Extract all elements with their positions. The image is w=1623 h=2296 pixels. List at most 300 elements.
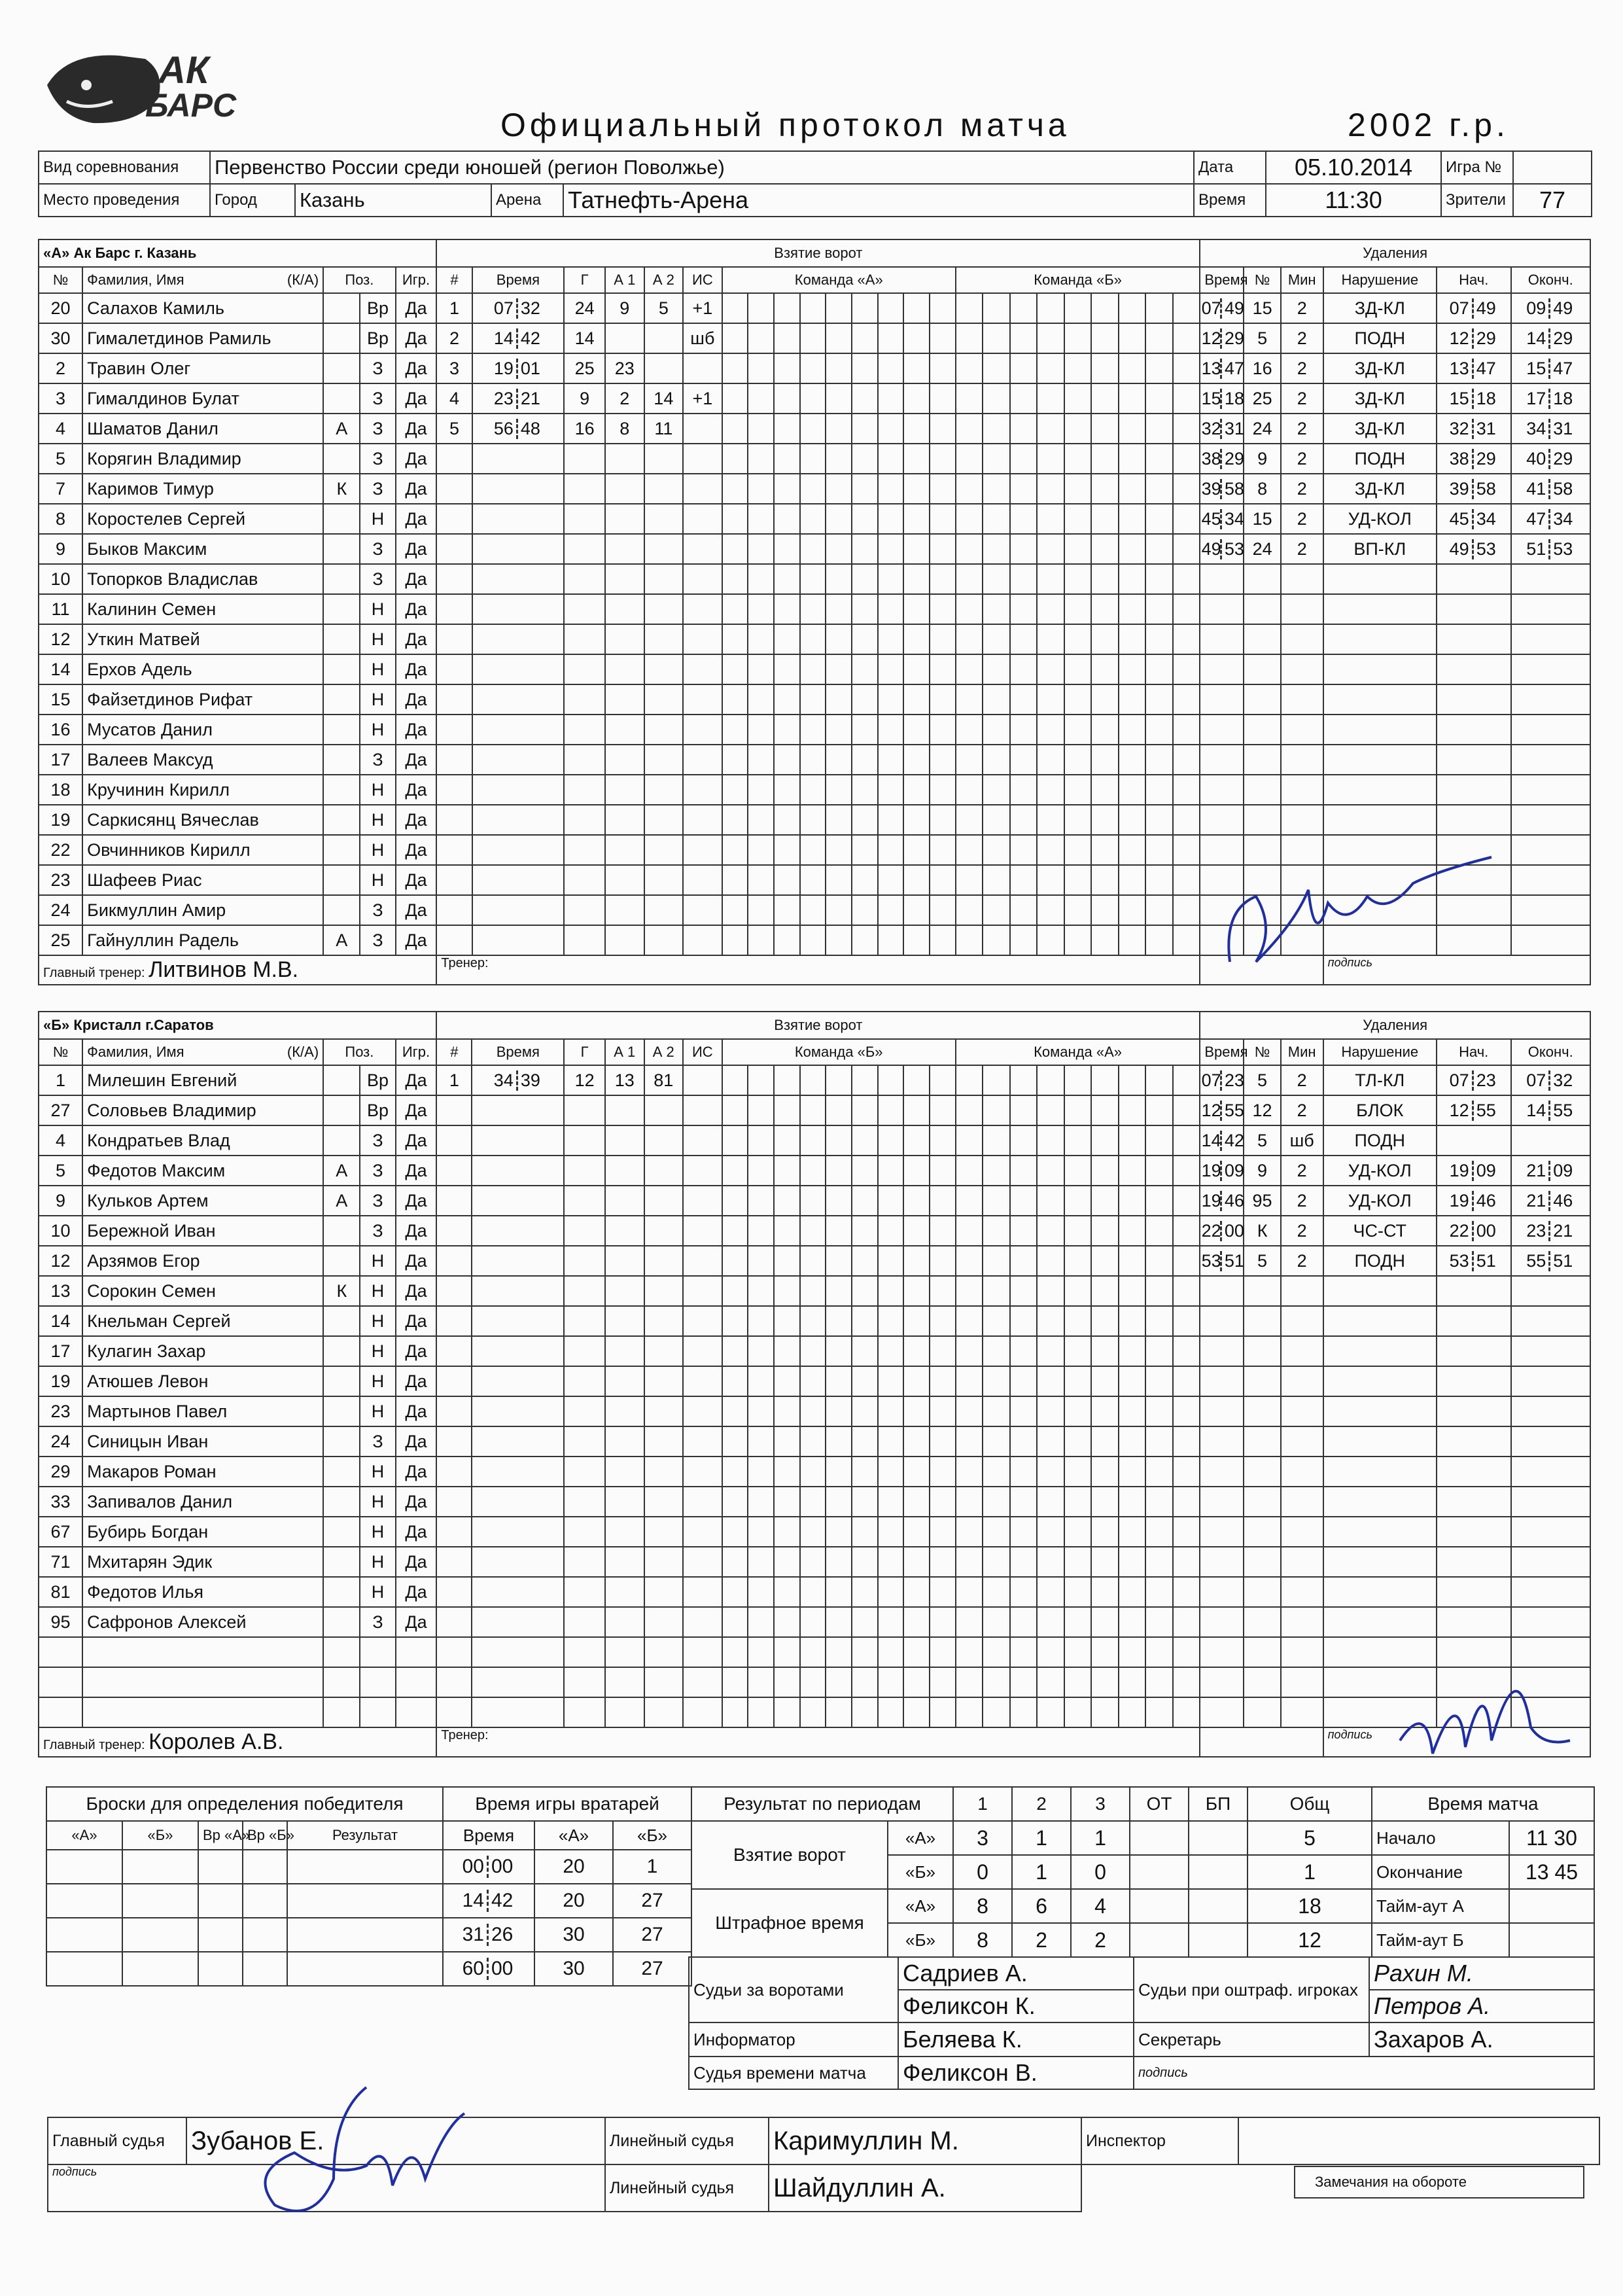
- grid-box: [775, 294, 801, 323]
- grid-box: [1174, 625, 1200, 654]
- goal-assist-1: [605, 474, 644, 504]
- penalty-end: [1511, 323, 1590, 353]
- player-name: Топорков Владислав: [82, 564, 323, 594]
- grid-box: [1038, 896, 1065, 925]
- player-captain-mark: [323, 1637, 360, 1667]
- grid-box: [826, 1246, 852, 1275]
- penalty-foul: ПОДН: [1323, 444, 1437, 474]
- penalty-end: [1511, 925, 1590, 955]
- penalty-end: [1511, 1396, 1590, 1426]
- col-pos: Поз.: [323, 267, 395, 293]
- goal-situation: [683, 353, 722, 383]
- team-b-sign-label: подпись: [1323, 1727, 1590, 1757]
- player-captain-mark: [323, 564, 360, 594]
- grid-box: [1065, 896, 1092, 925]
- player-played: Да: [396, 1336, 437, 1366]
- grid-box: [748, 1397, 775, 1426]
- grid-box: [879, 1578, 905, 1606]
- match-header-table: [38, 150, 1592, 217]
- grid-box: [1038, 1457, 1065, 1486]
- grid-box: [852, 1126, 879, 1155]
- match-end-label: Окончание: [1372, 1855, 1509, 1889]
- penalty-player: [1244, 1306, 1280, 1336]
- player-number: 12: [39, 624, 82, 654]
- penalty-foul: УД-КОЛ: [1323, 504, 1437, 534]
- penalty-start-min: 19: [1439, 1191, 1474, 1211]
- officials-table: [688, 1956, 1595, 2090]
- grid-right-boxes: [956, 1277, 1200, 1305]
- grid-box: [904, 775, 930, 804]
- player-row: [39, 1156, 1590, 1186]
- col-goal-time: Время: [472, 1039, 564, 1065]
- goal-assist-1: [605, 624, 644, 654]
- goal-time: [472, 504, 565, 534]
- grid-box: [1011, 324, 1038, 353]
- goal-assist-2: [644, 1396, 684, 1426]
- penalty-start: [1437, 1336, 1511, 1366]
- player-number: 2: [39, 353, 82, 383]
- penalty-end-sec: 53: [1553, 539, 1573, 559]
- grid-box: [1065, 1367, 1092, 1396]
- grid-right-boxes: [956, 1457, 1200, 1486]
- grid-left: [722, 1517, 956, 1547]
- player-played: Да: [396, 715, 437, 745]
- grid-box: [826, 1216, 852, 1245]
- player-played: Да: [396, 293, 437, 323]
- grid-box: [1092, 1668, 1119, 1697]
- grid-box: [956, 444, 984, 473]
- player-captain-mark: [323, 1366, 360, 1396]
- grid-box: [904, 565, 930, 593]
- grid-box: [748, 535, 775, 563]
- grid-box: [930, 1246, 955, 1275]
- grid-box: [748, 655, 775, 684]
- goalie-change-time-min: 00: [445, 1856, 489, 1878]
- grid-box: [1011, 1547, 1038, 1576]
- grid-box: [748, 866, 775, 894]
- grid-box: [879, 1487, 905, 1516]
- head-referee-label: Главный судья: [48, 2117, 186, 2164]
- grid-box: [748, 715, 775, 744]
- grid-box: [983, 1156, 1011, 1185]
- grid-box: [852, 535, 879, 563]
- grid-box: [1092, 685, 1119, 714]
- penalty-player: [1244, 1577, 1280, 1607]
- pim-b-team: «Б»: [888, 1923, 953, 1957]
- goal-assist-2: [644, 1186, 684, 1216]
- grid-box: [1092, 1186, 1119, 1215]
- player-row: [39, 353, 1590, 383]
- grid-left-boxes: [723, 805, 955, 834]
- team-b-penalties-title: Удаления: [1200, 1012, 1590, 1039]
- penalty-time-min: 12: [1201, 1100, 1221, 1120]
- goalie-change-time-sec: 00: [491, 1958, 514, 1979]
- grid-box: [930, 896, 955, 925]
- grid-box: [930, 1578, 955, 1606]
- penalty-time: [1200, 1095, 1244, 1125]
- grid-box: [983, 1367, 1011, 1396]
- grid-box: [826, 1307, 852, 1335]
- grid-box: [826, 1066, 852, 1095]
- grid-box: [748, 1307, 775, 1335]
- head-referee-sign-label: подпись: [48, 2164, 605, 2212]
- penalty-minutes: 2: [1281, 1216, 1323, 1246]
- grid-right-boxes: [956, 1638, 1200, 1667]
- player-played: Да: [396, 1457, 437, 1487]
- penalty-end-min: 21: [1513, 1191, 1550, 1211]
- grid-right-boxes: [956, 474, 1199, 503]
- grid-box: [801, 1517, 827, 1546]
- grid-box: [879, 565, 905, 593]
- goalie-time-row: [443, 1918, 691, 1952]
- goal-assist-1: [605, 444, 644, 474]
- col-pen-start: Нач.: [1437, 267, 1511, 293]
- grid-box: [723, 836, 749, 864]
- grid-box: [801, 1096, 827, 1125]
- grid-box: [775, 1547, 801, 1576]
- goal-scorer: [564, 1667, 605, 1697]
- grid-box: [1119, 1126, 1147, 1155]
- informer-label: Информатор: [689, 2022, 898, 2057]
- grid-right: [956, 1366, 1200, 1396]
- grid-box: [930, 1427, 955, 1456]
- goal-assist-2: 81: [644, 1065, 684, 1095]
- goal-time-sec: 42: [520, 328, 540, 348]
- grid-box: [983, 1457, 1011, 1486]
- grid-box: [904, 866, 930, 894]
- grid-box: [1174, 1216, 1200, 1245]
- penalty-end: [1511, 1547, 1590, 1577]
- player-row: [39, 293, 1590, 323]
- player-number: 30: [39, 323, 82, 353]
- col-pen-min: Мин: [1281, 1039, 1323, 1065]
- grid-box: [930, 1337, 955, 1366]
- penalty-start-min: 39: [1439, 479, 1474, 499]
- grid-box: [1038, 504, 1065, 533]
- shootout-cell: [46, 1952, 122, 1986]
- player-captain-mark: [323, 293, 360, 323]
- player-position: З: [360, 925, 395, 955]
- penalty-time-min: 07: [1201, 298, 1221, 318]
- penalty-time: [1200, 383, 1244, 414]
- team-b-trainer-cell: Тренер:: [436, 1727, 1200, 1757]
- penalty-minutes: 2: [1281, 353, 1323, 383]
- grid-box: [826, 1367, 852, 1396]
- grid-box: [1092, 504, 1119, 533]
- grid-left-boxes: [723, 414, 955, 443]
- grid-box: [904, 324, 930, 353]
- goal-assist-2: [644, 1125, 684, 1156]
- grid-box: [930, 1698, 955, 1727]
- grid-box: [1119, 775, 1147, 804]
- grid-box: [723, 414, 749, 443]
- goal-time: [472, 1517, 564, 1547]
- col-pen-num: №: [1244, 267, 1280, 293]
- player-position: Н: [360, 1366, 395, 1396]
- remarks-label: Замечания на обороте: [1315, 2174, 1467, 2190]
- grid-box: [904, 1277, 930, 1305]
- penalty-end-min: 15: [1513, 359, 1550, 379]
- goal-situation: +1: [683, 383, 722, 414]
- goal-scorer: [564, 1186, 605, 1216]
- penalty-minutes: 2: [1281, 474, 1323, 504]
- team-b-table: [38, 1011, 1591, 1757]
- grid-box: [930, 1668, 955, 1697]
- player-row: [39, 1306, 1590, 1336]
- goals-b-bp: [1189, 1855, 1248, 1889]
- grid-box: [801, 1698, 827, 1727]
- player-row: [39, 1697, 1590, 1727]
- grid-right-boxes: [956, 1487, 1200, 1516]
- grid-box: [1065, 1277, 1092, 1305]
- goal-scorer: [564, 1697, 605, 1727]
- grid-box: [1092, 414, 1119, 443]
- goal-time: [472, 1607, 564, 1637]
- grid-box: [904, 1547, 930, 1576]
- grid-box: [1011, 836, 1038, 864]
- penalty-foul: [1323, 684, 1437, 715]
- grid-box: [852, 384, 879, 413]
- penalty-time: [1200, 1607, 1244, 1637]
- penalty-minutes: шб: [1281, 1125, 1323, 1156]
- player-name: Кручинин Кирилл: [82, 775, 323, 805]
- grid-left-boxes: [723, 655, 955, 684]
- grid-box: [879, 805, 905, 834]
- grid-box: [748, 1186, 775, 1215]
- goal-number: [436, 1517, 472, 1547]
- grid-box: [723, 926, 749, 955]
- player-played: Да: [396, 1125, 437, 1156]
- grid-box: [1038, 535, 1065, 563]
- grid-box: [904, 1427, 930, 1456]
- grid-box: [748, 1126, 775, 1155]
- grid-box: [1146, 1156, 1174, 1185]
- col-grid-right: Команда «А»: [956, 1039, 1200, 1065]
- grid-box: [852, 1517, 879, 1546]
- penalty-start-min: 53: [1439, 1251, 1474, 1271]
- grid-box: [983, 1517, 1011, 1546]
- penalty-foul: [1323, 715, 1437, 745]
- grid-box: [723, 324, 749, 353]
- grid-box: [1011, 565, 1038, 593]
- player-row: [39, 684, 1590, 715]
- grid-box: [1092, 324, 1119, 353]
- grid-box: [826, 504, 852, 533]
- goal-number: [436, 1607, 472, 1637]
- grid-box: [723, 1698, 749, 1727]
- col-goal-scorer: Г: [564, 267, 605, 293]
- player-name: Запивалов Данил: [82, 1487, 323, 1517]
- grid-box: [1065, 745, 1092, 774]
- goal-assist-2: [644, 865, 684, 895]
- player-name: Атюшев Левон: [82, 1366, 323, 1396]
- grid-box: [1065, 1337, 1092, 1366]
- grid-left-boxes: [723, 1578, 955, 1606]
- grid-box: [748, 1698, 775, 1727]
- grid-box: [1092, 625, 1119, 654]
- player-position: [360, 1697, 395, 1727]
- goal-scorer: [564, 835, 605, 865]
- grid-box: [801, 926, 827, 955]
- grid-box: [1119, 1668, 1147, 1697]
- penalty-time: [1200, 1577, 1244, 1607]
- col-name-label: Фамилия, Имя: [87, 272, 184, 288]
- grid-box: [1065, 775, 1092, 804]
- penalty-start-min: 12: [1439, 328, 1474, 349]
- goal-assist-2: [644, 534, 684, 564]
- player-number: 14: [39, 654, 82, 684]
- timeout-b-value: [1509, 1923, 1594, 1957]
- grid-box: [1065, 414, 1092, 443]
- goal-number: [436, 444, 472, 474]
- grid-right-boxes: [956, 836, 1199, 864]
- goal-time-sec: 01: [520, 358, 540, 378]
- grid-box: [1038, 715, 1065, 744]
- pim-b-p2: 2: [1012, 1923, 1071, 1957]
- grid-box: [1174, 926, 1200, 955]
- grid-box: [723, 1397, 749, 1426]
- grid-box: [1038, 1307, 1065, 1335]
- penalty-start: [1437, 1065, 1511, 1095]
- grid-box: [1038, 444, 1065, 473]
- penalty-minutes: [1281, 1306, 1323, 1336]
- penalty-start-sec: 23: [1476, 1070, 1496, 1090]
- grid-box: [775, 1156, 801, 1185]
- grid-left-boxes: [723, 1246, 955, 1275]
- penalty-time-sec: 34: [1224, 508, 1244, 529]
- grid-box: [801, 655, 827, 684]
- grid-box: [775, 1277, 801, 1305]
- grid-box: [930, 926, 955, 955]
- col-pen-time: Время: [1200, 267, 1244, 293]
- grid-box: [1065, 1608, 1092, 1636]
- grid-box: [930, 1156, 955, 1185]
- grid-right-boxes: [956, 444, 1199, 473]
- penalty-time: [1200, 1276, 1244, 1306]
- grid-box: [956, 414, 984, 443]
- grid-box: [826, 805, 852, 834]
- penalty-end-min: 51: [1513, 539, 1550, 559]
- pim-a-p2: 6: [1012, 1889, 1071, 1923]
- grid-box: [1174, 384, 1200, 413]
- col-assist-2: А 2: [644, 1039, 684, 1065]
- penalty-foul: ЗД-КЛ: [1323, 383, 1437, 414]
- grid-box: [1092, 1246, 1119, 1275]
- player-number: 18: [39, 775, 82, 805]
- shootout-cell: [122, 1918, 198, 1952]
- grid-box: [879, 384, 905, 413]
- grid-box: [983, 474, 1011, 503]
- grid-left: [722, 1095, 956, 1125]
- penalty-end-min: 21: [1513, 1161, 1550, 1181]
- grid-box: [1038, 1487, 1065, 1516]
- grid-box: [826, 836, 852, 864]
- grid-right: [956, 684, 1200, 715]
- grid-box: [1146, 1337, 1174, 1366]
- penalty-time-sec: 18: [1224, 388, 1244, 408]
- grid-box: [1146, 1277, 1174, 1305]
- shootout-col-a: «А»: [46, 1821, 122, 1850]
- penalty-minutes: 2: [1281, 534, 1323, 564]
- grid-right-boxes: [956, 1096, 1200, 1125]
- player-row: [39, 1336, 1590, 1366]
- penalty-minutes: [1281, 1547, 1323, 1577]
- goal-situation: [683, 1186, 722, 1216]
- grid-box: [956, 1698, 984, 1727]
- goal-situation: [683, 624, 722, 654]
- grid-box: [956, 595, 984, 624]
- grid-box: [956, 1337, 984, 1366]
- goal-time-min: 56: [474, 419, 518, 439]
- goal-scorer: [564, 1517, 605, 1547]
- grid-box: [956, 1457, 984, 1486]
- grid-box: [956, 1066, 984, 1095]
- goal-assist-1: [605, 1336, 644, 1366]
- goal-number: [436, 1426, 472, 1457]
- goal-situation: [683, 895, 722, 925]
- grid-box: [983, 1487, 1011, 1516]
- grid-right: [956, 1156, 1200, 1186]
- goal-situation: [683, 1306, 722, 1336]
- grid-right-boxes: [956, 1427, 1200, 1456]
- grid-box: [1038, 1126, 1065, 1155]
- goal-time-min: 19: [474, 359, 518, 379]
- player-position: [360, 1667, 395, 1697]
- grid-box: [1119, 896, 1147, 925]
- grid-box: [775, 354, 801, 383]
- player-name: Шаматов Данил: [82, 414, 323, 444]
- grid-box: [1146, 444, 1174, 473]
- player-name: Быков Максим: [82, 534, 323, 564]
- grid-box: [852, 1066, 879, 1095]
- penalty-end: [1511, 594, 1590, 624]
- goal-situation: [683, 1125, 722, 1156]
- shootout-cell: [46, 1850, 122, 1884]
- grid-box: [1119, 625, 1147, 654]
- goalie-change-time-min: 31: [445, 1924, 489, 1946]
- grid-left-boxes: [723, 1638, 955, 1667]
- goalie-change-time-sec: 26: [491, 1924, 514, 1945]
- grid-box: [930, 805, 955, 834]
- player-number: 4: [39, 414, 82, 444]
- shootout-col-gk-a: Вр «А»: [198, 1821, 243, 1850]
- goal-number: 1: [436, 1065, 472, 1095]
- goal-assist-1: [605, 1306, 644, 1336]
- player-name: Гайнуллин Радель: [82, 925, 323, 955]
- player-name: Саркисянц Вячеслав: [82, 805, 323, 835]
- player-played: Да: [396, 594, 437, 624]
- grid-box: [723, 1096, 749, 1125]
- col-assist-2: А 2: [644, 267, 684, 293]
- remarks-box: [1294, 2166, 1584, 2199]
- goal-assist-1: [605, 1216, 644, 1246]
- grid-box: [1065, 926, 1092, 955]
- goal-time: [472, 1457, 564, 1487]
- penalty-time: [1200, 474, 1244, 504]
- penalty-time: [1200, 1697, 1244, 1727]
- pim-b-ot: [1130, 1923, 1189, 1957]
- grid-box: [801, 1638, 827, 1667]
- grid-box: [1119, 1578, 1147, 1606]
- goal-situation: [683, 534, 722, 564]
- grid-box: [775, 384, 801, 413]
- penalty-time: [1200, 323, 1244, 353]
- player-number: 14: [39, 1306, 82, 1336]
- player-name: [82, 1637, 323, 1667]
- grid-left: [722, 1457, 956, 1487]
- grid-box: [748, 775, 775, 804]
- penalty-end-sec: 34: [1553, 508, 1573, 529]
